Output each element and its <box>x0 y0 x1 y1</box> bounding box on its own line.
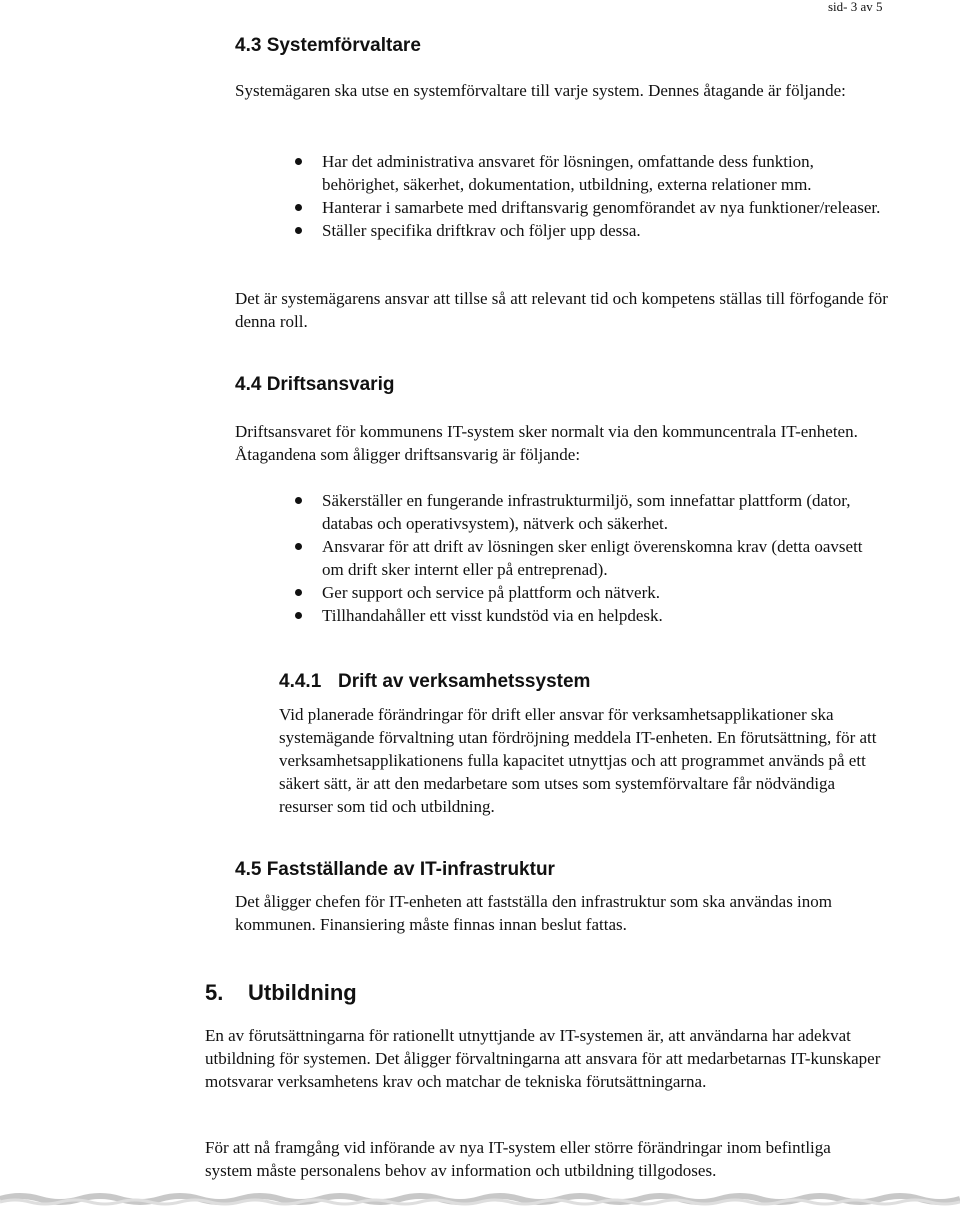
section-4-3-bullet-list <box>322 150 892 242</box>
section-4-3-intro: Systemägaren ska utse en systemförvaltare till varje system. Dennes åtagande är följande: <box>235 81 846 100</box>
footer-border-decoration <box>0 1190 960 1208</box>
list-item: Tillhandahåller ett visst kundstöd via en helpdesk. <box>322 604 882 627</box>
bullet-icon <box>295 497 302 504</box>
section-title: Drift av verksamhetssystem <box>338 671 591 692</box>
chapter-5-paragraph-2: För att nå framgång vid införande av nya IT-system eller större förändringar inom befintliga system måste personalens behov av information och utbildning tillgodoses. <box>205 1138 831 1180</box>
bullet-icon <box>295 227 302 234</box>
list-item: Hanterar i samarbete med driftansvarig genomförandet av nya funktioner/releaser. <box>322 196 892 219</box>
section-4-4-1-body: Vid planerade förändringar för drift eller ansvar för verksamhetsapplikationer ska systemägande förvaltning utan fördröjning meddela IT-enheten. En förutsättning, för att verksamhetsapplikationens fulla kapacitet utnyttjas och att programmet används på ett säkert sätt, är att den medarbetare som utses som systemförvaltare får nödvändiga resurser som tid och utbildning. <box>279 705 877 816</box>
chapter-number: 5. <box>205 980 224 1005</box>
section-4-4-heading: 4.4 Driftsansvarig <box>235 374 395 395</box>
list-item: Har det administrativa ansvaret för lösningen, omfattande dess funktion, behörighet, säkerhet, dokumentation, utbildning, externa relationer mm. <box>322 150 892 196</box>
section-4-4-1-heading <box>279 670 590 694</box>
section-number: 4.4.1 <box>279 671 322 692</box>
bullet-icon <box>295 204 302 211</box>
section-4-3-closing: Det är systemägarens ansvar att tillse så att relevant tid och kompetens ställas till förfogande för denna roll. <box>235 289 888 331</box>
list-item: Ger support och service på plattform och nätverk. <box>322 581 882 604</box>
chapter-title: Utbildning <box>248 980 357 1005</box>
section-4-5-body: Det åligger chefen för IT-enheten att fastställa den infrastruktur som ska användas inom kommunen. Finansiering måste finnas innan beslut fattas. <box>235 892 833 934</box>
page-number: sid- 3 av 5 <box>828 0 883 14</box>
section-4-5-heading: 4.5 Fastställande av IT-infrastruktur <box>235 859 555 880</box>
bullet-icon <box>295 612 302 619</box>
bullet-icon <box>295 589 302 596</box>
list-item: Säkerställer en fungerande infrastrukturmiljö, som innefattar plattform (dator, databas och operativsystem), nätverk och säkerhet. <box>322 489 882 535</box>
chapter-5-heading <box>205 979 357 1007</box>
section-4-3-heading: 4.3 Systemförvaltare <box>235 35 421 56</box>
section-4-4-bullet-list <box>322 489 882 627</box>
chapter-5-paragraph-1: En av förutsättningarna för rationellt utnyttjande av IT-systemen är, att användarna har adekvat utbildning för systemen. Det åligger förvaltningarna att ansvara för att medarbetarnas IT-kunskaper motsvarar verksamhetens krav och matchar de tekniska förutsättningarna. <box>205 1026 881 1091</box>
bullet-icon <box>295 543 302 550</box>
list-item: Ställer specifika driftkrav och följer upp dessa. <box>322 219 892 242</box>
section-4-4-intro: Driftsansvaret för kommunens IT-system sker normalt via den kommuncentrala IT-enheten. Åtagandena som åligger driftsansvarig är följande: <box>235 422 858 464</box>
bullet-icon <box>295 158 302 165</box>
list-item: Ansvarar för att drift av lösningen sker enligt överenskomna krav (detta oavsett om drift sker internt eller på entreprenad). <box>322 535 882 581</box>
